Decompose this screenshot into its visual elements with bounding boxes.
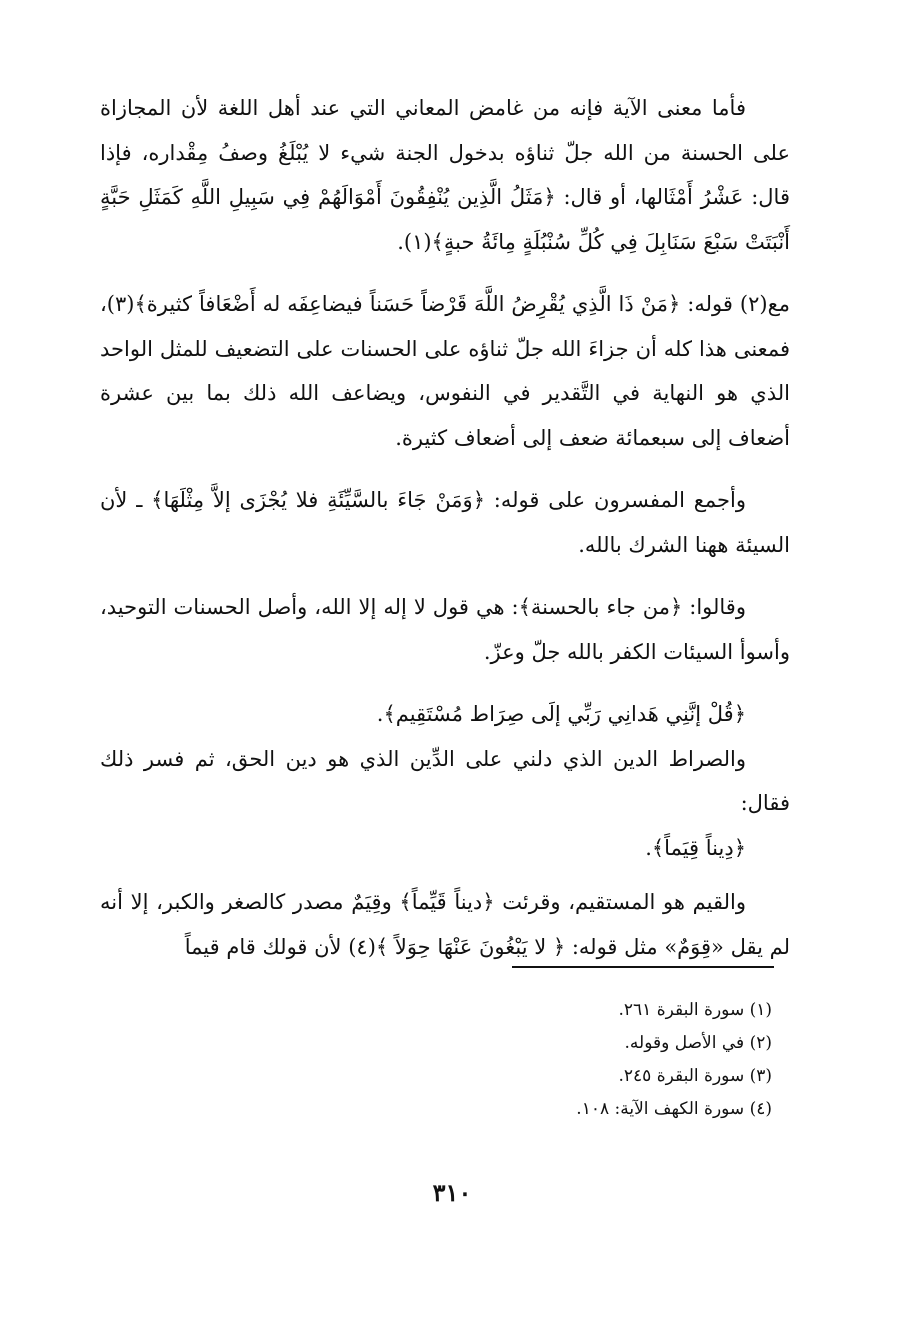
footnote-3: (٣) سورة البقرة ٢٤٥. — [618, 1066, 772, 1086]
main-text — [100, 86, 790, 969]
quran-verse-2: ﴿دِيناً قِيَماً﴾. — [645, 835, 746, 860]
footnote-2: (٢) في الأصل وقوله. — [624, 1033, 772, 1053]
quran-verse-1: ﴿قُلْ إنَّنِي هَدانِي رَبِّي إلَى صِرَاط مُسْتَقِيم﴾. — [376, 702, 746, 726]
footnotes — [500, 994, 772, 1126]
footnote-4: (٤) سورة الكهف الآية: ١٠٨. — [576, 1099, 772, 1119]
paragraph-6: والقيم هو المستقيم، وقرئت ﴿ديناً قَيِّماً﴾ وقِيَمٌ مصدر كالصغر والكبر، إلا أنه لم يقل «قِوَمٌ» مثل قوله: ﴿ لا يَبْغُونَ عَنْهَا حِوَلاً ﴾(٤) لأن قولك قام قيماً — [100, 890, 790, 959]
paragraph-1: فأما معنى الآية فإنه من غامض المعاني التي عند أهل اللغة لأن المجازاة على الحسنة من الله جلّ ثناؤه بدخول الجنة شيء لا يُبْلَغُ وصفُ مِقْداره، فإذا قال: عَشْرُ أَمْثَالها، أو قال: ﴿مَثَلُ الَّذِين يُنْفِقُونَ أَمْوَالَهُمْ فِي سَبِيلِ اللَّهِ كَمَثَلِ حَبَّةٍ أَنْبَتَتْ سَبْعَ سَنَابِلَ فِي كُلِّ سُنْبُلَةٍ مِائَةُ حبةٍ﴾(١). — [100, 96, 790, 254]
footnote-1: (١) سورة البقرة ٢٦١. — [618, 1000, 772, 1020]
paragraph-2: مع(٢) قوله: ﴿مَنْ ذَا الَّذِي يُقْرِضُ اللَّهَ قَرْضاً حَسَناً فيضاعِفَه له أَضْعَافاً كثيرة﴾(٣)، فمعنى هذا كله أن جزاءَ الله جلّ ثناؤه على الحسنات على التضعيف للمثل الواحد الذي هو النهاية في التَّقدير في النفوس، ويضاعف الله ذلك بما بين عشرة أضعاف إلى سبعمائة ضعف إلى أضعاف كثيرة. — [100, 292, 790, 450]
paragraph-3: وأجمع المفسرون على قوله: ﴿وَمَنْ جَاءَ بالسَّيِّئَةِ فلا يُجْزَى إلاَّ مِثْلَهَا﴾ ـ لأن السيئة ههنا الشرك بالله. — [100, 488, 790, 557]
paragraph-4: وقالوا: ﴿من جاء بالحسنة﴾: هي قول لا إله إلا الله، وأصل الحسنات التوحيد، وأسوأ السيئات الكفر بالله جلّ وعزّ. — [100, 595, 790, 664]
paragraph-5: والصراط الدين الذي دلني على الدِّين الذي هو دين الحق، ثم فسر ذلك فقال: — [100, 746, 790, 815]
footnote-divider — [512, 966, 774, 968]
page-number: ٣١٠ — [432, 1178, 472, 1207]
